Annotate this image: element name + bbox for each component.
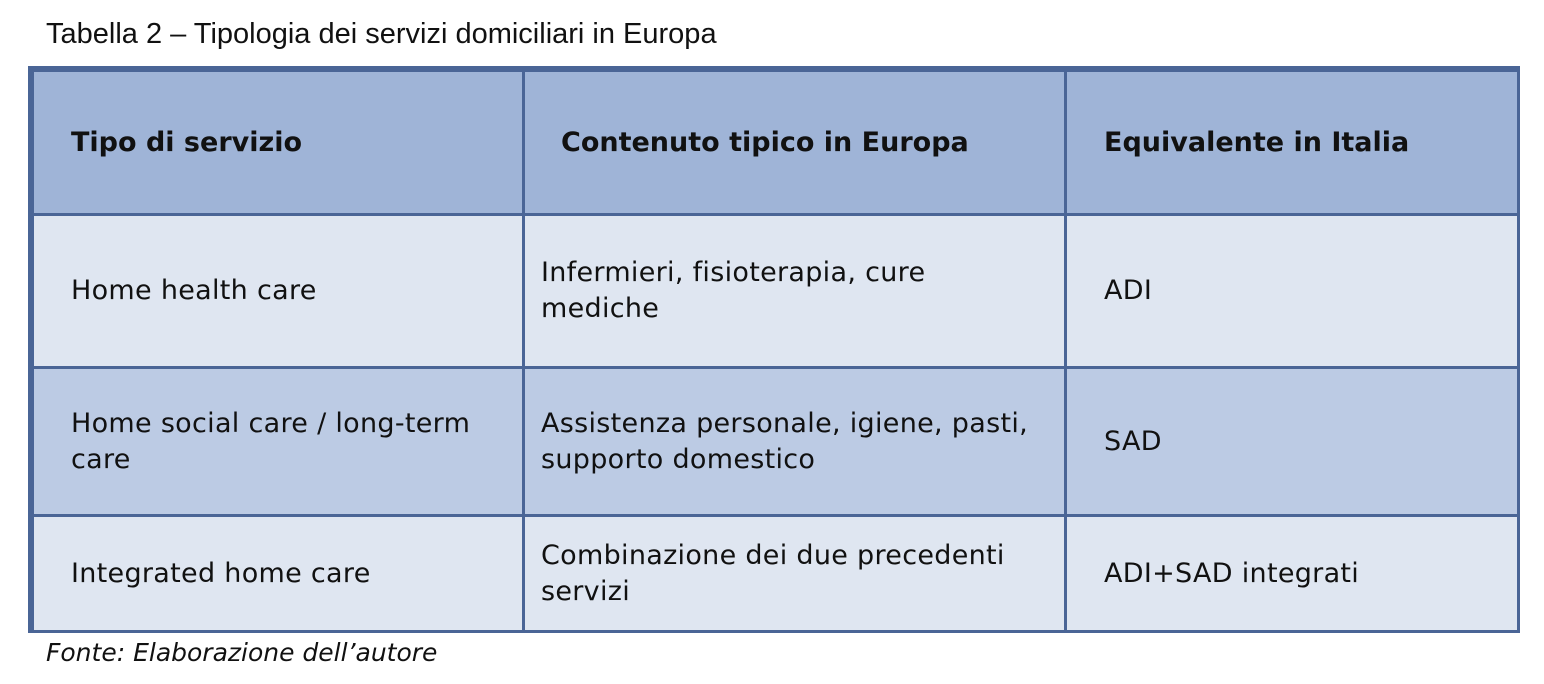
table-cell (1066, 215, 1519, 368)
header-cell (33, 71, 524, 215)
cell-text: Assistenza personale, igiene, pasti, supporto domestico (541, 407, 1029, 475)
source-note: Fonte: Elaborazione dell’autore (46, 638, 438, 667)
table-cell (524, 368, 1066, 516)
cell-text: Home social care / long-term care (71, 407, 471, 475)
table-cell (33, 516, 524, 632)
table-cell (524, 215, 1066, 368)
table-cell (1066, 516, 1519, 632)
cell-text: SAD (1104, 425, 1162, 457)
table-cell (524, 516, 1066, 632)
table-row (33, 516, 1519, 632)
cell-text: ADI (1104, 275, 1153, 306)
header-cell (524, 71, 1066, 215)
header-italy-equivalent: Equivalente in Italia (1104, 126, 1410, 158)
header-cell (1066, 71, 1519, 215)
table-header-row (33, 71, 1519, 215)
header-service-type: Tipo di servizio (71, 126, 303, 158)
table-caption: Tabella 2 – Tipologia dei servizi domiciliari in Europa (46, 18, 717, 50)
table-row (33, 368, 1519, 516)
table-cell (1066, 368, 1519, 516)
cell-text: Combinazione dei due precedenti servizi (541, 539, 1005, 607)
cell-text: ADI+SAD integrati (1104, 557, 1360, 589)
services-table (28, 66, 1520, 633)
table-cell (33, 368, 524, 516)
cell-text: Home health care (71, 275, 317, 306)
table-cell (33, 215, 524, 368)
cell-text: Integrated home care (71, 557, 371, 589)
table-row (33, 215, 1519, 368)
cell-text: Infermieri, fisioterapia, cure mediche (541, 257, 926, 324)
header-typical-content: Contenuto tipico in Europa (561, 126, 969, 158)
